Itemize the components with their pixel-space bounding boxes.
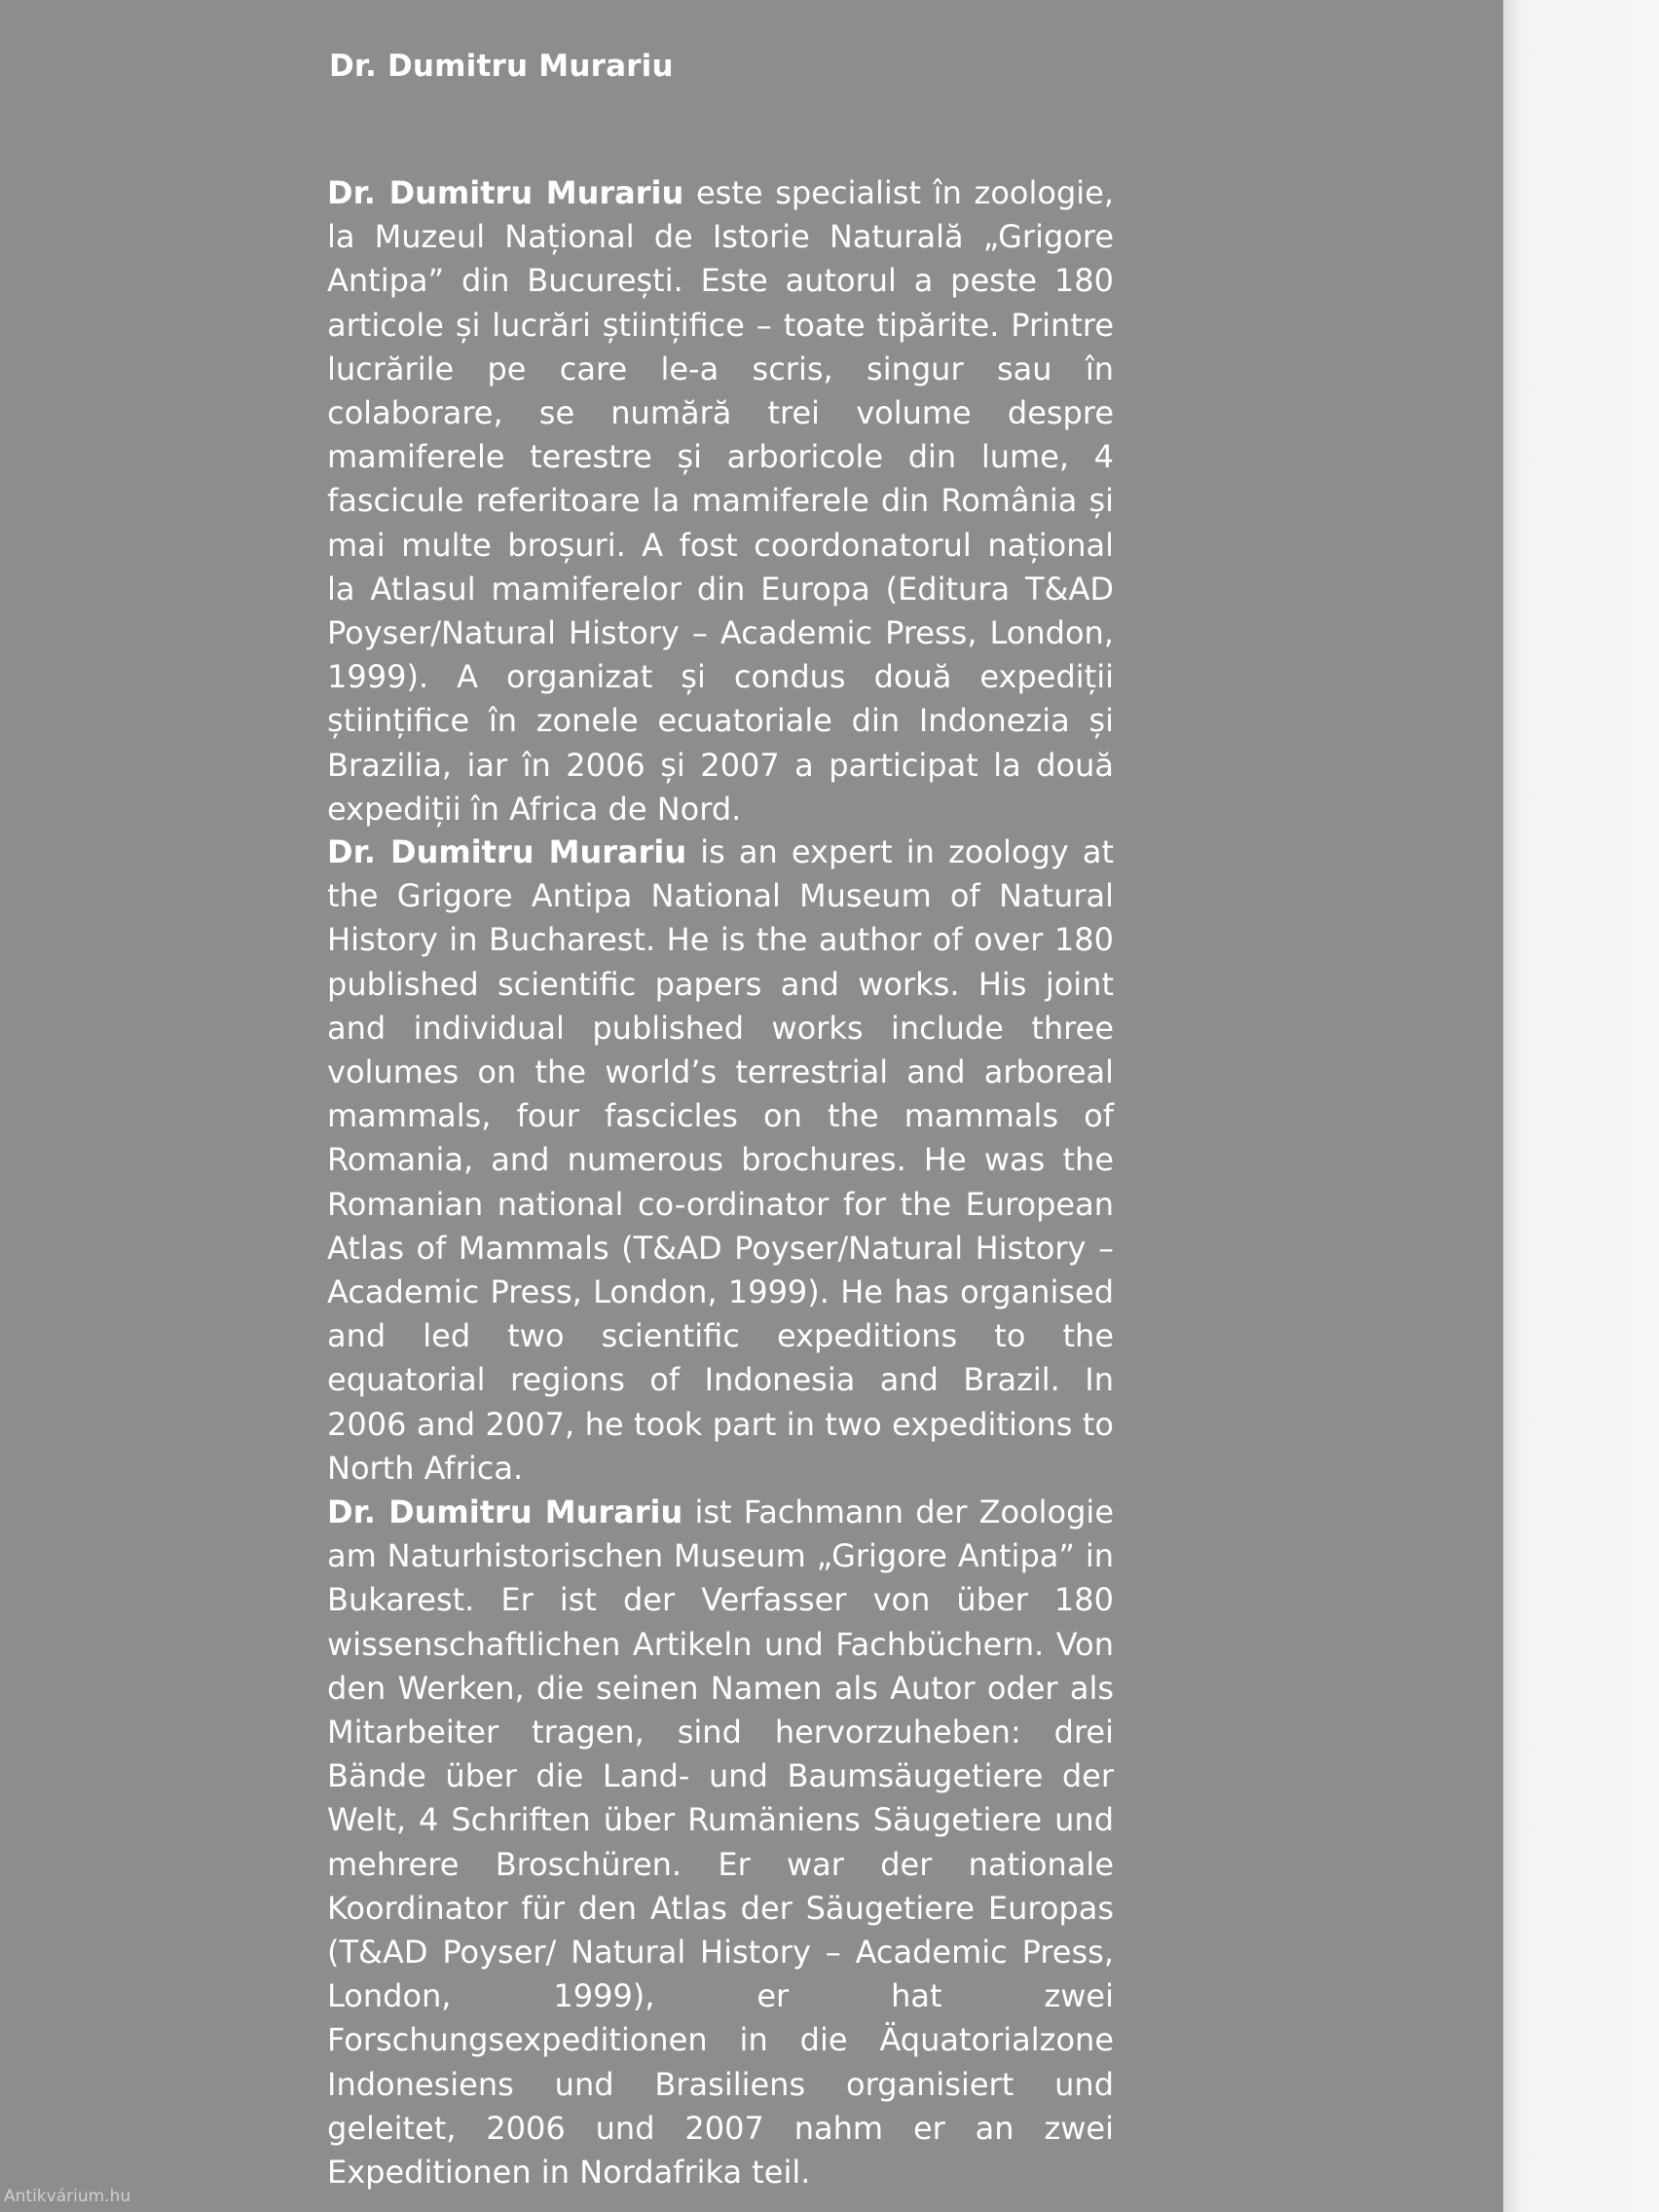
page-header-author: Dr. Dumitru Murariu — [329, 49, 674, 84]
biography-text: ist Fachmann der Zoologie am Naturhistorischen Museum „Grigore Antipa” in Bukarest. Er ist der Verfasser von über 180 wissenschaftlichen Artikeln und Fachbüchern. Von den Werken, die seinen Namen als Autor oder als Mitarbeiter tragen, sind hervorzuheben: drei Bände über die Land- und Baumsäugetiere der Welt, 4 Schriften über Rumäniens Säugetiere und mehrere Broschüren. Er war der nationale Koordinator für den Atlas der Säugetiere Europas (T&AD Poyser/ Natural History – Academic Press, London, 1999), er hat zwei Forschungsexpeditionen in die Äquatorialzone Indonesiens und Brasiliens organisiert und geleitet, 2006 und 2007 nahm er an zwei Expeditionen in Nordafrika teil. — [327, 1493, 1114, 2192]
biography-text: este specialist în zoologie, la Muzeul Național de Istorie Naturală „Grigore Antipa” din București. Este autorul a peste 180 articole și lucrări științifice – toate tipărite. Printre lucrările pe care le-a scris, singur sau în colaborare, se numără trei volume despre mamiferele terestre și arboricole din lume, 4 fascicule referitoare la mamiferele din România și mai multe broșuri. A fost coordonatorul național la Atlasul mamiferelor din Europa (Editura T&AD Poyser/Natural History – Academic Press, London, 1999). A organizat și condus două expediții științifice în zonele ecuatoriale din Indonezia și Brazilia, iar în 2006 și 2007 a participat la două expediții în Africa de Nord. — [327, 174, 1115, 828]
author-name-bold: Dr. Dumitru Murariu — [327, 1493, 683, 1530]
watermark: Antikvárium.hu — [4, 2187, 131, 2206]
biography-text: is an expert in zoology at the Grigore Antipa National Museum of Natural History in Bucharest. He is the author of over 180 published scientific papers and works. His joint and individual published works include three volumes on the world’s terrestrial and arboreal mammals, four fascicles on the mammals of Romania, and numerous brochures. He was the Romanian national co-ordinator for the European Atlas of Mammals (T&AD Poyser/Natural History – Academic Press, London, 1999). He has organised and led two scientific expeditions to the equatorial regions of Indonesia and Brazil. In 2006 and 2007, he took part in two expeditions to North Africa. — [327, 833, 1115, 1487]
biography-german — [327, 1491, 1114, 2194]
author-name-bold: Dr. Dumitru Murariu — [327, 174, 684, 211]
biography-english — [327, 830, 1114, 1491]
author-name-bold: Dr. Dumitru Murariu — [327, 833, 687, 870]
page-edge — [1503, 0, 1659, 2212]
biography-romanian — [327, 171, 1114, 831]
